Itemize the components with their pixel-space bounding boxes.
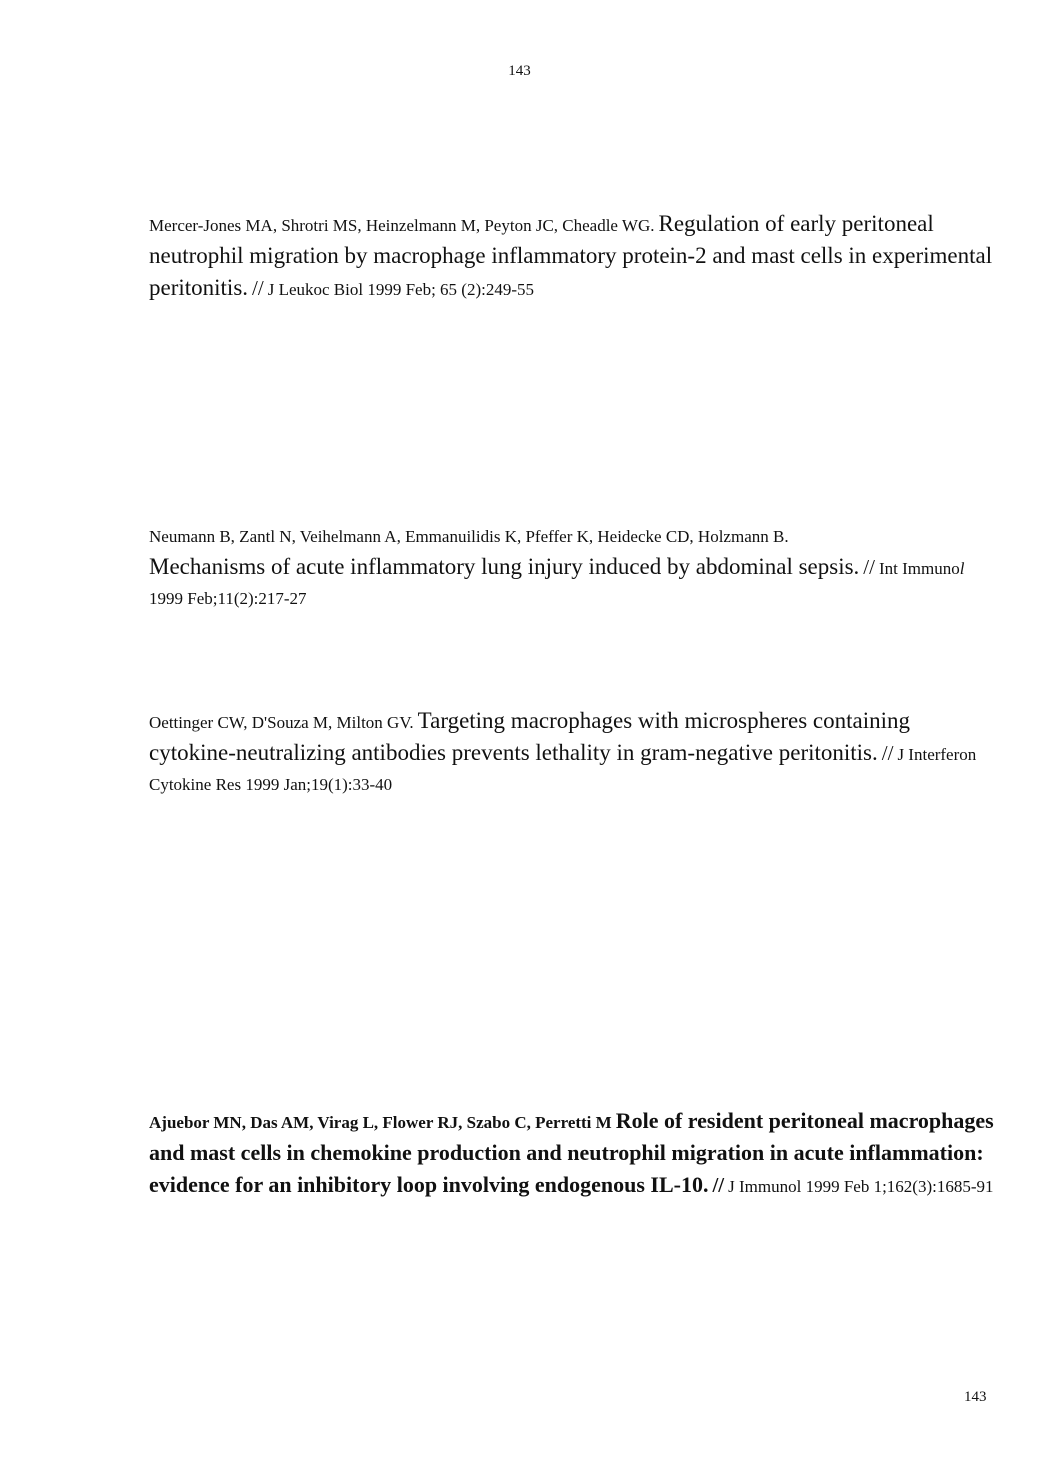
reference-separator: //: [252, 276, 264, 300]
reference-entry: [149, 1106, 999, 1202]
reference-entry: [149, 706, 999, 800]
reference-journal-italic: l: [959, 559, 965, 578]
reference-separator: //: [712, 1173, 725, 1197]
reference-title: Mechanisms of acute inflammatory lung injury induced by abdominal sepsis.: [149, 554, 860, 579]
page-number-bottom: 143: [964, 1389, 987, 1405]
reference-title: Targeting macrophages with microspheres containing cytokine-neutralizing antibodies prevents lethality in gram-negative peritonitis.: [149, 708, 910, 765]
reference-journal: J Immunol 1999 Feb 1;162(3):1685-91: [728, 1177, 994, 1196]
reference-journal: J Interferon Cytokine Res 1999 Jan;19(1):33-40: [149, 745, 977, 794]
reference-authors: Mercer-Jones MA, Shrotri MS, Heinzelmann M, Peyton JC, Cheadle WG.: [149, 216, 655, 235]
reference-journal-citation: 1999 Feb;11(2):217-27: [149, 589, 307, 608]
reference-separator: //: [881, 741, 894, 765]
reference-authors: Oettinger CW, D'Souza M, Milton GV.: [149, 713, 414, 732]
reference-entry: [149, 522, 999, 614]
reference-authors: Ajuebor MN, Das AM, Virag L, Flower RJ, Szabo C, Perretti M: [149, 1113, 612, 1132]
reference-authors: Neumann B, Zantl N, Veihelmann A, Emmanuilidis K, Pfeffer K, Heidecke CD, Holzmann B.: [149, 527, 789, 546]
reference-journal: J Leukoc Biol 1999 Feb; 65 (2):249-55: [267, 280, 535, 299]
reference-entry: [149, 209, 999, 305]
reference-journal-name: Int Immuno: [878, 559, 960, 578]
reference-separator: //: [863, 555, 875, 579]
reference-title: Role of resident peritoneal macrophages and mast cells in chemokine production and neutrophil migration in acute inflammation: evidence for an inhibitory loop involving endogenous IL-10.: [149, 1108, 994, 1197]
page-number-top: 143: [508, 63, 531, 79]
reference-title: Regulation of early peritoneal neutrophil migration by macrophage inflammatory protein-2 and mast cells in experimental peritonitis.: [149, 211, 993, 300]
